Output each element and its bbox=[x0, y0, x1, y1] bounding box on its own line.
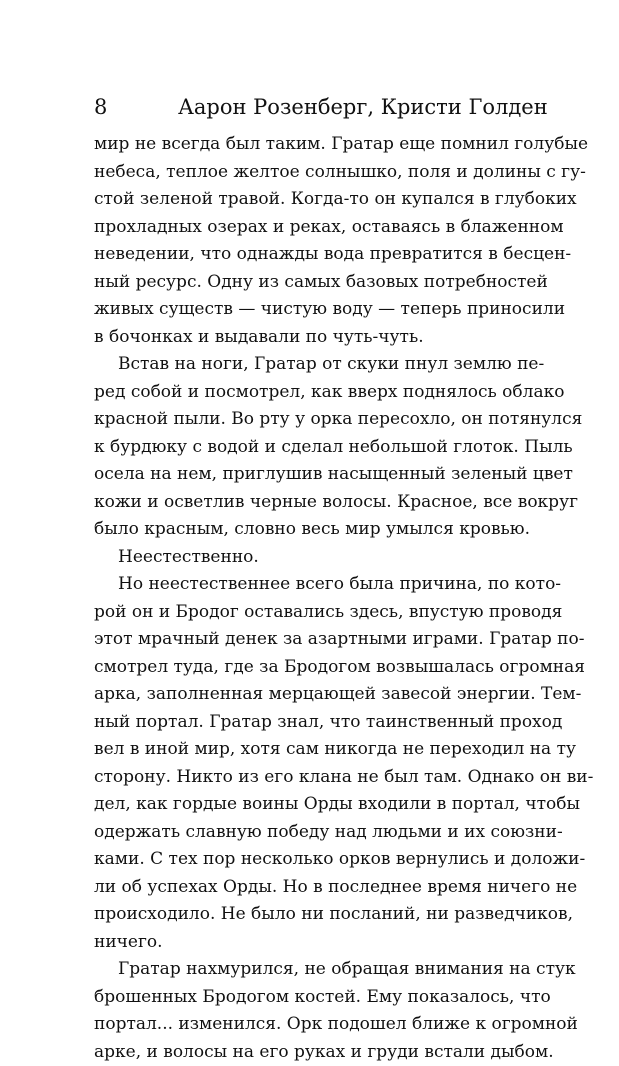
page-number: 8 bbox=[94, 92, 107, 122]
text-line: живых существ — чистую воду — теперь приносили bbox=[94, 296, 526, 324]
text-line: ред собой и посмотрел, как вверх поднялось облако bbox=[94, 379, 526, 407]
body-text bbox=[94, 131, 526, 1066]
text-line: портал... изменился. Орк подошел ближе к огромной bbox=[94, 1011, 526, 1039]
text-line: происходило. Не было ни посланий, ни разведчиков, bbox=[94, 901, 526, 929]
running-header bbox=[94, 92, 526, 122]
text-line: в бочонках и выдавали по чуть-чуть. bbox=[94, 324, 526, 352]
text-line: красной пыли. Во рту у орка пересохло, он потянулся bbox=[94, 406, 526, 434]
paragraph bbox=[94, 571, 526, 956]
text-line: ный портал. Гратар знал, что таинственный проход bbox=[94, 709, 526, 737]
text-line: ный ресурс. Одну из самых базовых потребностей bbox=[94, 269, 526, 297]
text-line: арке, и волосы на его руках и груди встали дыбом. bbox=[94, 1039, 526, 1066]
text-line: ками. С тех пор несколько орков вернулись и доложи- bbox=[94, 846, 526, 874]
text-line: Гратар нахмурился, не обращая внимания на стук bbox=[94, 956, 526, 984]
text-line: Но неестественнее всего была причина, по кото- bbox=[94, 571, 526, 599]
text-line: сторону. Никто из его клана не был там. Однако он ви- bbox=[94, 764, 526, 792]
paragraph bbox=[94, 351, 526, 544]
text-line: прохладных озерах и реках, оставаясь в блаженном bbox=[94, 214, 526, 242]
header-title: Аарон Розенберг, Кристи Голден bbox=[178, 92, 548, 122]
text-line: рой он и Бродог оставались здесь, впустую проводя bbox=[94, 599, 526, 627]
text-line: к бурдюку с водой и сделал небольшой глоток. Пыль bbox=[94, 434, 526, 462]
text-line: ничего. bbox=[94, 929, 526, 957]
text-line: небеса, теплое желтое солнышко, поля и долины с гу- bbox=[94, 159, 526, 187]
text-line: смотрел туда, где за Бродогом возвышалась огромная bbox=[94, 654, 526, 682]
text-line: Встав на ноги, Гратар от скуки пнул землю пе- bbox=[94, 351, 526, 379]
text-line: Неестественно. bbox=[94, 544, 526, 572]
text-line: мир не всегда был таким. Гратар еще помнил голубые bbox=[94, 131, 526, 159]
text-line: осела на нем, приглушив насыщенный зеленый цвет bbox=[94, 461, 526, 489]
text-line: стой зеленой травой. Когда-то он купался в глубоких bbox=[94, 186, 526, 214]
text-line: арка, заполненная мерцающей завесой энергии. Тем- bbox=[94, 681, 526, 709]
text-line: брошенных Бродогом костей. Ему показалось, что bbox=[94, 984, 526, 1012]
text-line: вел в иной мир, хотя сам никогда не переходил на ту bbox=[94, 736, 526, 764]
text-line: неведении, что однажды вода превратится в бесцен- bbox=[94, 241, 526, 269]
text-line: дел, как гордые воины Орды входили в портал, чтобы bbox=[94, 791, 526, 819]
paragraph bbox=[94, 131, 526, 351]
text-line: этот мрачный денек за азартными играми. Гратар по- bbox=[94, 626, 526, 654]
text-line: ли об успехах Орды. Но в последнее время ничего не bbox=[94, 874, 526, 902]
text-line: кожи и осветлив черные волосы. Красное, все вокруг bbox=[94, 489, 526, 517]
paragraph bbox=[94, 956, 526, 1066]
paragraph bbox=[94, 544, 526, 572]
text-line: одержать славную победу над людьми и их союзни- bbox=[94, 819, 526, 847]
text-line: было красным, словно весь мир умылся кровью. bbox=[94, 516, 526, 544]
